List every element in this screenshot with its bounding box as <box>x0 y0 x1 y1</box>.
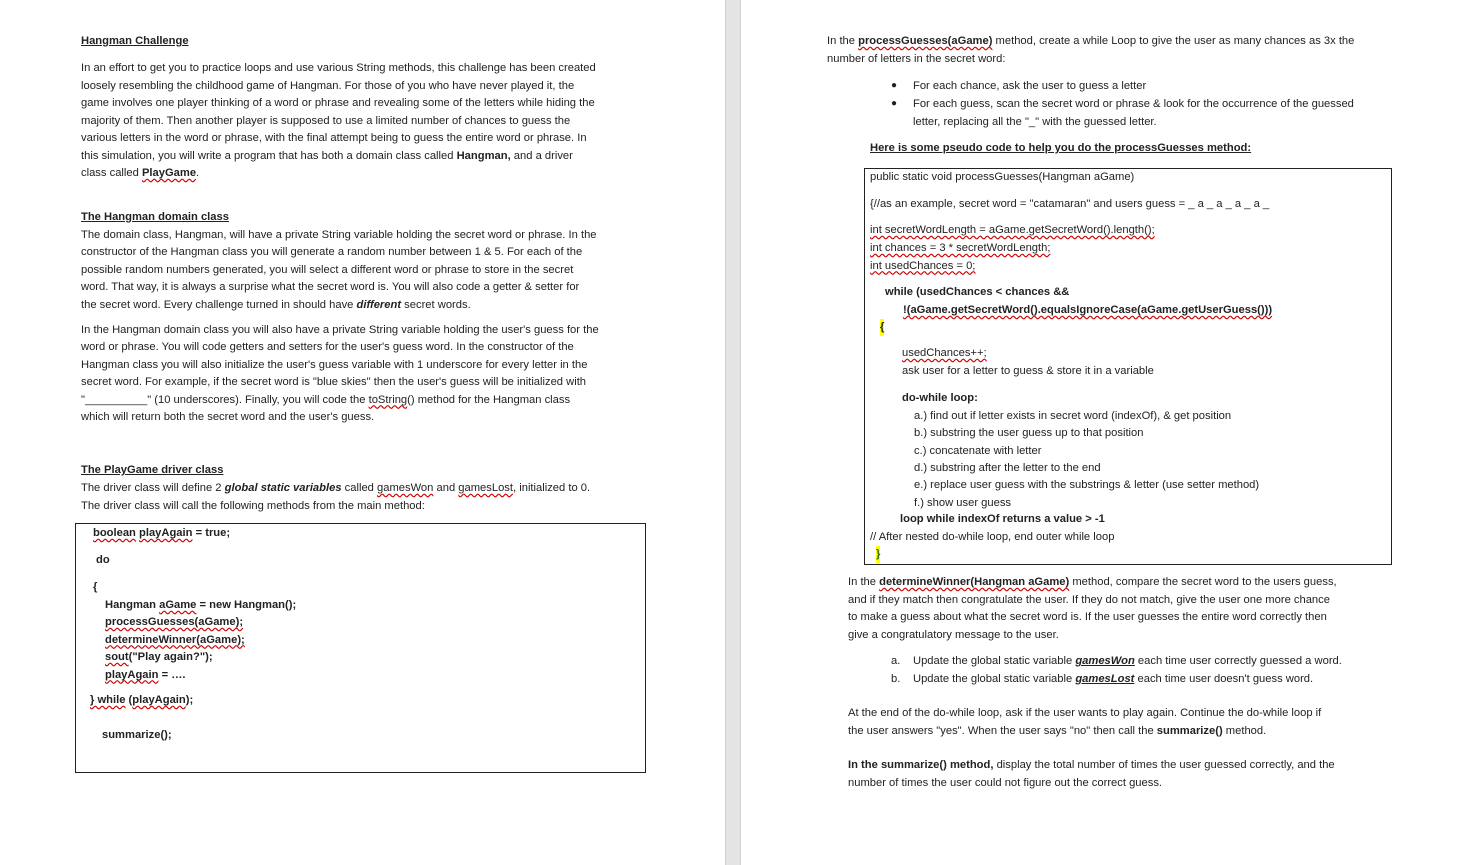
class-name-playgame: PlayGame <box>141 167 197 179</box>
method-tostring: toString <box>368 393 408 406</box>
intro-line: majority of them. Then another player is supposed to use a limited number of chances to guess the <box>81 114 571 127</box>
bullet-item-continuation: letter, replacing all the "_" with the guessed letter. <box>913 115 1157 128</box>
var-gameslost: gamesLost <box>1075 672 1135 685</box>
code-line: do <box>96 554 110 566</box>
domain-paragraph-line: possible random numbers generated, you will select a different word or phrase to store in the secret <box>81 263 574 276</box>
code-line <box>105 597 296 614</box>
code-line: { <box>93 581 98 593</box>
code-line <box>105 649 213 666</box>
summarize-paragraph-line <box>848 757 1335 774</box>
domain-paragraph2-line: Hangman class you will also initialize the user's guess variable with 1 underscore for every letter in the <box>81 358 588 371</box>
text-run: the secret word. Every challenge turned in should have <box>81 298 357 311</box>
determine-winner-paragraph-line: give a congratulatory message to the user. <box>848 628 1059 641</box>
domain-class-heading: The Hangman domain class <box>81 211 229 223</box>
pseudo-code-line: public static void processGuesses(Hangman aGame) <box>870 171 1135 183</box>
document-title: Hangman Challenge <box>81 35 189 47</box>
text-run: In the summarize() method, <box>848 759 994 771</box>
process-guesses-paragraph-line: number of letters in the secret word: <box>827 52 1006 65</box>
text-run: Update the global static variable <box>913 655 1076 667</box>
text-run: each time user correctly guessed a word. <box>1134 655 1342 667</box>
code-line: processGuesses(aGame); <box>105 616 244 628</box>
summarize-paragraph-line: number of times the user could not figure out the correct guess. <box>848 776 1163 789</box>
determine-winner-paragraph-line <box>848 574 1337 591</box>
determine-winner-paragraph-line: to make a guess about what the secret word is. If the user guesses the entire word correctly then <box>848 611 1327 623</box>
bullet-dot-icon: ● <box>891 98 898 109</box>
code-token: playAgain <box>132 694 186 706</box>
driver-paragraph-line: The driver class will call the following methods from the main method: <box>81 499 425 512</box>
domain-paragraph-line: constructor of the Hangman class you will generate a random number between 1 & 5. For each of the <box>81 246 583 258</box>
pseudo-code-line: loop while indexOf returns a value > -1 <box>900 513 1105 525</box>
text-run: "__________" (10 underscores). Finally, you will code the <box>81 393 369 406</box>
pseudo-code-step: e.) replace user guess with the substrings & letter (use setter method) <box>914 479 1260 491</box>
pseudo-code-open-brace: { <box>880 319 884 336</box>
emphasis-different: different <box>356 298 402 311</box>
text-run: . <box>196 167 200 179</box>
code-line <box>90 692 193 709</box>
play-again-paragraph-line: At the end of the do-while loop, ask if the user wants to play again. Continue the do-while loop if <box>848 707 1322 719</box>
text-run: Update the global static variable <box>913 672 1076 685</box>
method-summarize: summarize() <box>1156 725 1223 737</box>
code-token: boolean <box>93 527 136 539</box>
text-run: the user answers "yes". When the user says "no" then call the <box>848 725 1157 737</box>
var-gameswon: gamesWon <box>1075 655 1135 667</box>
code-line <box>93 525 230 542</box>
pseudo-code-line: int secretWordLength = aGame.getSecretWord().length(); <box>870 224 1155 236</box>
text-run: In the <box>827 35 859 47</box>
pseudo-code-step: a.) find out if letter exists in secret word (indexOf), & get position <box>914 410 1232 422</box>
pseudo-code-line: ask user for a letter to guess & store it in a variable <box>902 365 1154 377</box>
bullet-item: For each chance, ask the user to guess a letter <box>913 80 1147 92</box>
bullet-item: For each guess, scan the secret word or phrase & look for the occurrence of the guessed <box>913 98 1354 110</box>
text-run: , initialized to 0. <box>513 482 591 494</box>
code-token: playAgain <box>105 668 159 681</box>
pseudo-code-comment: // After nested do-while loop, end outer while loop <box>870 531 1115 543</box>
document-page-left <box>0 0 725 865</box>
code-token: } while <box>90 694 126 706</box>
pseudo-code-line: usedChances++; <box>902 347 987 359</box>
driver-paragraph-line <box>81 480 590 497</box>
method-processguesses: processGuesses(aGame) <box>858 35 993 47</box>
pseudo-code-line: {//as an example, secret word = "catamaran" and users guess = _ a _ a _ a _ a _ <box>870 198 1270 210</box>
domain-paragraph-line: word. That way, it is always a surprise what the secret word is. You will also code a getter & setter for <box>81 281 580 293</box>
text-run: called <box>341 482 377 494</box>
page-gutter <box>725 0 741 865</box>
list-marker: a. <box>891 655 901 667</box>
text-run: In the <box>848 576 880 588</box>
domain-paragraph2-line <box>81 392 570 409</box>
domain-paragraph2-line: which will return both the secret word and the user's guess. <box>81 411 375 423</box>
text-run: The driver class will define 2 <box>81 482 225 494</box>
text-run: and <box>433 482 459 494</box>
code-token: = new Hangman(); <box>196 599 297 611</box>
pseudo-code-line: int usedChances = 0; <box>870 259 976 272</box>
emphasis-global-static: global static variables <box>224 482 342 494</box>
text-run: method, create a while Loop to give the user as many chances as 3x the <box>992 35 1355 47</box>
code-token: = …. <box>158 668 186 681</box>
class-name-hangman: Hangman, <box>456 149 511 162</box>
pseudo-code-line: do-while loop: <box>902 392 978 404</box>
list-marker: b. <box>891 672 901 685</box>
text-run: () method for the Hangman class <box>407 393 571 406</box>
play-again-paragraph-line <box>848 723 1266 740</box>
code-line <box>105 667 186 684</box>
pseudo-code-heading: Here is some pseudo code to help you do the processGuesses method: <box>870 142 1252 154</box>
pseudo-code-step: f.) show user guess <box>914 496 1012 509</box>
pseudo-code-line: int chances = 3 * secretWordLength; <box>870 242 1051 254</box>
intro-line: game involves one player thinking of a word or phrase and revealing some of the letters while hiding the <box>81 97 595 109</box>
code-token: Hangman <box>105 599 160 611</box>
determine-winner-paragraph-line: and if they match then congratulate the user. If they do not match, give the user one more chance <box>848 593 1330 606</box>
pseudo-code-line: !(aGame.getSecretWord().equalsIgnoreCase(aGame.getUserGuess())) <box>903 304 1273 316</box>
pseudo-code-close-brace: } <box>876 546 880 563</box>
domain-paragraph2-line: In the Hangman domain class you will also have a private String variable holding the user's guess for the <box>81 323 599 336</box>
text-run: class called <box>81 167 142 179</box>
code-token: ("Play again?"); <box>128 651 213 663</box>
intro-line <box>81 148 573 165</box>
domain-paragraph-line <box>81 297 471 314</box>
domain-paragraph2-line: word or phrase. You will code getters and setters for the user's guess word. In the constructor of the <box>81 341 574 353</box>
intro-line <box>81 165 199 182</box>
text-run: and a driver <box>510 149 573 162</box>
pseudo-code-step: b.) substring the user guess up to that position <box>914 427 1144 439</box>
text-run: secret words. <box>401 298 471 311</box>
list-item <box>913 653 1342 670</box>
code-line: summarize(); <box>102 729 172 741</box>
var-gameswon: gamesWon <box>377 482 434 494</box>
code-token: playAgain <box>139 527 193 539</box>
process-guesses-paragraph-line <box>827 33 1354 50</box>
method-determinewinner: determineWinner(Hangman aGame) <box>879 576 1070 588</box>
list-item <box>913 671 1313 688</box>
pseudo-code-step: c.) concatenate with letter <box>914 444 1042 457</box>
text-run: method, compare the secret word to the users guess, <box>1069 576 1337 588</box>
intro-line: In an effort to get you to practice loops and use various String methods, this challenge has been created <box>81 62 596 74</box>
domain-paragraph2-line: secret word. For example, if the secret word is "blue skies" then the user's guess will be initialized with <box>81 376 587 388</box>
code-token: sout <box>105 651 129 663</box>
var-gameslost: gamesLost <box>458 482 514 494</box>
bullet-dot-icon: ● <box>891 80 898 91</box>
pseudo-code-step: d.) substring after the letter to the end <box>914 462 1101 474</box>
text-run: display the total number of times the user guessed correctly, and the <box>993 759 1335 771</box>
pseudo-code-line: while (usedChances < chances && <box>885 286 1070 298</box>
code-token: ( <box>125 694 133 706</box>
document-page-right <box>741 0 1466 865</box>
code-token: = true; <box>192 527 231 539</box>
code-token: aGame <box>159 599 197 611</box>
text-run: method. <box>1222 725 1267 737</box>
code-token: ); <box>185 694 194 706</box>
text-run: each time user doesn't guess word. <box>1134 672 1314 685</box>
code-line: determineWinner(aGame); <box>105 633 245 646</box>
domain-paragraph-line: The domain class, Hangman, will have a private String variable holding the secret word or phrase. In the <box>81 228 597 241</box>
intro-line: various letters in the word or phrase, with the final attempt being to guess the entire word or phrase. In <box>81 132 587 144</box>
intro-line: loosely resembling the childhood game of Hangman. For those of you who have never played it, the <box>81 79 575 92</box>
text-run: this simulation, you will write a program that has both a domain class called <box>81 149 457 162</box>
driver-class-heading: The PlayGame driver class <box>81 464 224 476</box>
